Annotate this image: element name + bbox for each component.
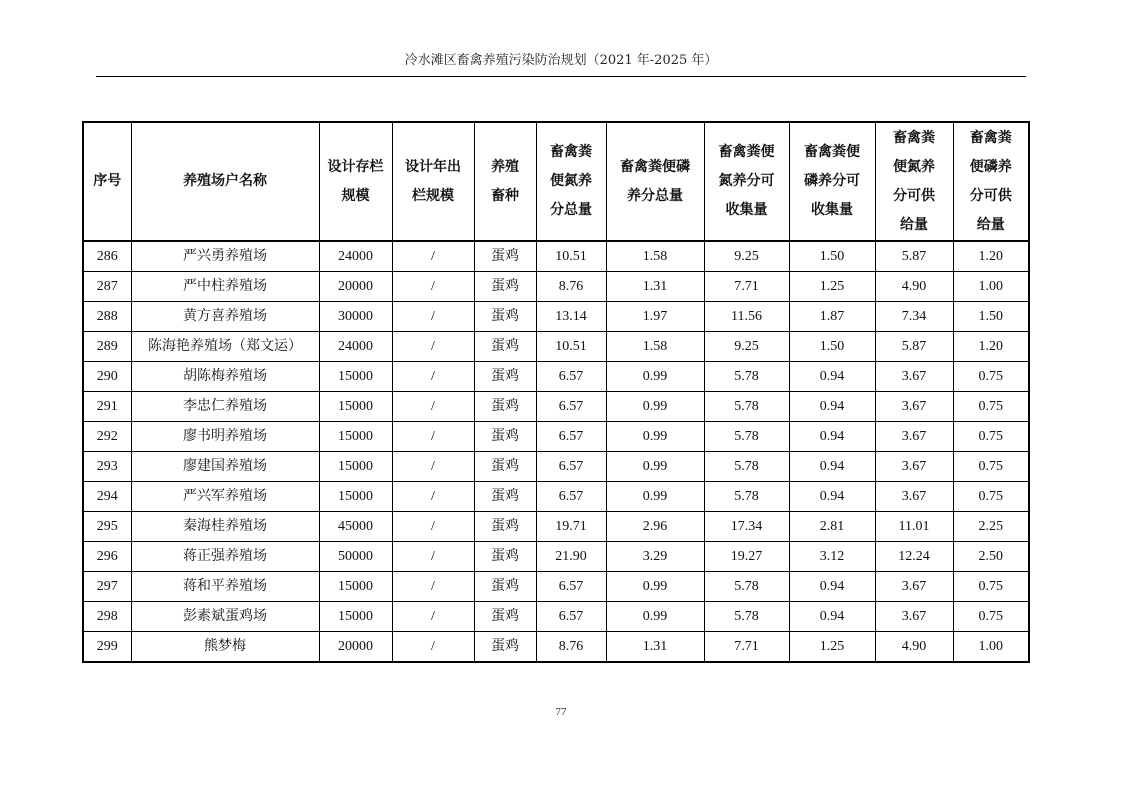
cell-nitrogen-supply: 12.24: [875, 542, 953, 572]
cell-nitrogen-collectable: 7.71: [704, 632, 789, 663]
cell-species: 蛋鸡: [474, 632, 536, 663]
cell-index: 286: [83, 241, 131, 272]
column-header-phosphorus-supply: 畜禽粪便磷养分可供给量: [953, 122, 1029, 241]
cell-farm-name: 胡陈梅养殖场: [131, 362, 319, 392]
cell-phosphorus-collectable: 1.87: [789, 302, 875, 332]
cell-nitrogen-collectable: 5.78: [704, 422, 789, 452]
cell-design-stock: 15000: [319, 602, 392, 632]
column-header-index: 序号: [83, 122, 131, 241]
cell-phosphorus-total: 0.99: [606, 452, 704, 482]
cell-nitrogen-supply: 11.01: [875, 512, 953, 542]
cell-phosphorus-collectable: 0.94: [789, 362, 875, 392]
cell-phosphorus-total: 0.99: [606, 602, 704, 632]
table-header-row: [83, 122, 1029, 241]
cell-phosphorus-supply: 0.75: [953, 452, 1029, 482]
cell-species: 蛋鸡: [474, 602, 536, 632]
column-header-design-stock: 设计存栏规模: [319, 122, 392, 241]
cell-phosphorus-collectable: 0.94: [789, 482, 875, 512]
cell-index: 294: [83, 482, 131, 512]
cell-nitrogen-supply: 3.67: [875, 362, 953, 392]
cell-design-stock: 15000: [319, 452, 392, 482]
cell-farm-name: 蒋和平养殖场: [131, 572, 319, 602]
cell-nitrogen-total: 10.51: [536, 332, 606, 362]
table-row: [83, 512, 1029, 542]
cell-farm-name: 严兴军养殖场: [131, 482, 319, 512]
cell-design-output: /: [392, 332, 474, 362]
table-body: [83, 241, 1029, 662]
cell-phosphorus-supply: 0.75: [953, 362, 1029, 392]
cell-nitrogen-collectable: 19.27: [704, 542, 789, 572]
cell-farm-name: 蒋正强养殖场: [131, 542, 319, 572]
cell-nitrogen-total: 6.57: [536, 392, 606, 422]
table-row: [83, 362, 1029, 392]
cell-design-output: /: [392, 422, 474, 452]
cell-phosphorus-supply: 0.75: [953, 602, 1029, 632]
cell-index: 295: [83, 512, 131, 542]
cell-phosphorus-collectable: 1.50: [789, 241, 875, 272]
page-header: [96, 52, 1026, 77]
cell-phosphorus-supply: 2.25: [953, 512, 1029, 542]
cell-farm-name: 彭素斌蛋鸡场: [131, 602, 319, 632]
cell-phosphorus-supply: 2.50: [953, 542, 1029, 572]
cell-phosphorus-collectable: 1.25: [789, 632, 875, 663]
cell-species: 蛋鸡: [474, 332, 536, 362]
column-header-nitrogen-collectable: 畜禽粪便氮养分可收集量: [704, 122, 789, 241]
cell-nitrogen-total: 6.57: [536, 602, 606, 632]
cell-design-stock: 15000: [319, 482, 392, 512]
cell-phosphorus-supply: 1.00: [953, 632, 1029, 663]
cell-nitrogen-supply: 3.67: [875, 392, 953, 422]
cell-phosphorus-total: 1.97: [606, 302, 704, 332]
table-row: [83, 602, 1029, 632]
cell-index: 298: [83, 602, 131, 632]
table-row: [83, 302, 1029, 332]
cell-design-stock: 50000: [319, 542, 392, 572]
cell-farm-name: 严中柱养殖场: [131, 272, 319, 302]
cell-design-output: /: [392, 362, 474, 392]
cell-species: 蛋鸡: [474, 362, 536, 392]
cell-index: 290: [83, 362, 131, 392]
cell-design-stock: 15000: [319, 362, 392, 392]
cell-phosphorus-supply: 0.75: [953, 482, 1029, 512]
cell-phosphorus-collectable: 0.94: [789, 392, 875, 422]
cell-design-output: /: [392, 452, 474, 482]
cell-design-output: /: [392, 602, 474, 632]
cell-index: 293: [83, 452, 131, 482]
cell-design-stock: 24000: [319, 241, 392, 272]
cell-species: 蛋鸡: [474, 482, 536, 512]
cell-phosphorus-total: 0.99: [606, 422, 704, 452]
cell-index: 291: [83, 392, 131, 422]
cell-species: 蛋鸡: [474, 272, 536, 302]
document-title: 冷水滩区畜禽养殖污染防治规划（2021 年-2025 年）: [404, 53, 718, 68]
cell-nitrogen-total: 19.71: [536, 512, 606, 542]
table-row: [83, 392, 1029, 422]
cell-nitrogen-supply: 4.90: [875, 632, 953, 663]
cell-design-stock: 15000: [319, 392, 392, 422]
cell-nitrogen-total: 8.76: [536, 272, 606, 302]
cell-nitrogen-collectable: 11.56: [704, 302, 789, 332]
cell-nitrogen-supply: 3.67: [875, 422, 953, 452]
column-header-phosphorus-collectable: 畜禽粪便磷养分可收集量: [789, 122, 875, 241]
cell-species: 蛋鸡: [474, 422, 536, 452]
cell-design-output: /: [392, 241, 474, 272]
cell-index: 289: [83, 332, 131, 362]
cell-index: 288: [83, 302, 131, 332]
cell-design-stock: 24000: [319, 332, 392, 362]
cell-nitrogen-collectable: 5.78: [704, 362, 789, 392]
page-number: 77: [555, 706, 567, 718]
cell-species: 蛋鸡: [474, 512, 536, 542]
table-row: [83, 241, 1029, 272]
cell-nitrogen-total: 6.57: [536, 362, 606, 392]
table-row: [83, 572, 1029, 602]
cell-nitrogen-total: 6.57: [536, 452, 606, 482]
table-row: [83, 542, 1029, 572]
cell-index: 287: [83, 272, 131, 302]
cell-nitrogen-supply: 3.67: [875, 572, 953, 602]
cell-species: 蛋鸡: [474, 392, 536, 422]
cell-phosphorus-collectable: 2.81: [789, 512, 875, 542]
table-row: [83, 422, 1029, 452]
cell-phosphorus-total: 1.58: [606, 332, 704, 362]
cell-species: 蛋鸡: [474, 241, 536, 272]
cell-farm-name: 秦海桂养殖场: [131, 512, 319, 542]
table-row: [83, 332, 1029, 362]
cell-nitrogen-supply: 3.67: [875, 602, 953, 632]
cell-index: 299: [83, 632, 131, 663]
table-row: [83, 632, 1029, 663]
cell-phosphorus-collectable: 0.94: [789, 572, 875, 602]
cell-species: 蛋鸡: [474, 572, 536, 602]
cell-index: 297: [83, 572, 131, 602]
cell-design-stock: 30000: [319, 302, 392, 332]
cell-phosphorus-supply: 1.20: [953, 332, 1029, 362]
cell-phosphorus-collectable: 1.25: [789, 272, 875, 302]
cell-design-stock: 15000: [319, 422, 392, 452]
cell-design-stock: 45000: [319, 512, 392, 542]
cell-nitrogen-supply: 7.34: [875, 302, 953, 332]
cell-nitrogen-collectable: 5.78: [704, 452, 789, 482]
cell-nitrogen-supply: 4.90: [875, 272, 953, 302]
column-header-farm-name: 养殖场户名称: [131, 122, 319, 241]
column-header-design-output: 设计年出栏规模: [392, 122, 474, 241]
cell-design-output: /: [392, 512, 474, 542]
data-table: [82, 121, 1030, 663]
column-header-species: 养殖畜种: [474, 122, 536, 241]
cell-phosphorus-supply: 1.00: [953, 272, 1029, 302]
cell-nitrogen-collectable: 9.25: [704, 332, 789, 362]
cell-nitrogen-supply: 3.67: [875, 482, 953, 512]
table-row: [83, 272, 1029, 302]
cell-design-output: /: [392, 392, 474, 422]
cell-phosphorus-total: 1.58: [606, 241, 704, 272]
cell-phosphorus-supply: 1.50: [953, 302, 1029, 332]
cell-phosphorus-total: 1.31: [606, 272, 704, 302]
cell-nitrogen-supply: 5.87: [875, 332, 953, 362]
cell-phosphorus-collectable: 0.94: [789, 602, 875, 632]
cell-phosphorus-collectable: 0.94: [789, 422, 875, 452]
cell-phosphorus-total: 0.99: [606, 392, 704, 422]
cell-nitrogen-total: 6.57: [536, 572, 606, 602]
cell-farm-name: 严兴勇养殖场: [131, 241, 319, 272]
cell-nitrogen-collectable: 5.78: [704, 482, 789, 512]
cell-nitrogen-collectable: 7.71: [704, 272, 789, 302]
cell-species: 蛋鸡: [474, 452, 536, 482]
cell-design-output: /: [392, 272, 474, 302]
cell-farm-name: 廖书明养殖场: [131, 422, 319, 452]
cell-phosphorus-total: 1.31: [606, 632, 704, 663]
cell-phosphorus-total: 0.99: [606, 572, 704, 602]
table-row: [83, 482, 1029, 512]
cell-design-output: /: [392, 482, 474, 512]
cell-farm-name: 熊梦梅: [131, 632, 319, 663]
column-header-nitrogen-total: 畜禽粪便氮养分总量: [536, 122, 606, 241]
cell-phosphorus-collectable: 0.94: [789, 452, 875, 482]
cell-nitrogen-supply: 3.67: [875, 452, 953, 482]
cell-nitrogen-collectable: 5.78: [704, 572, 789, 602]
cell-nitrogen-collectable: 5.78: [704, 602, 789, 632]
cell-design-stock: 15000: [319, 572, 392, 602]
cell-phosphorus-supply: 0.75: [953, 392, 1029, 422]
table-row: [83, 452, 1029, 482]
column-header-nitrogen-supply: 畜禽粪便氮养分可供给量: [875, 122, 953, 241]
cell-species: 蛋鸡: [474, 542, 536, 572]
cell-phosphorus-total: 3.29: [606, 542, 704, 572]
cell-phosphorus-total: 2.96: [606, 512, 704, 542]
cell-farm-name: 黄方喜养殖场: [131, 302, 319, 332]
cell-phosphorus-supply: 1.20: [953, 241, 1029, 272]
cell-nitrogen-total: 10.51: [536, 241, 606, 272]
cell-species: 蛋鸡: [474, 302, 536, 332]
cell-phosphorus-total: 0.99: [606, 482, 704, 512]
cell-farm-name: 李忠仁养殖场: [131, 392, 319, 422]
cell-phosphorus-collectable: 3.12: [789, 542, 875, 572]
cell-design-stock: 20000: [319, 632, 392, 663]
cell-index: 292: [83, 422, 131, 452]
cell-nitrogen-collectable: 9.25: [704, 241, 789, 272]
cell-nitrogen-total: 13.14: [536, 302, 606, 332]
cell-nitrogen-collectable: 17.34: [704, 512, 789, 542]
cell-design-stock: 20000: [319, 272, 392, 302]
cell-design-output: /: [392, 302, 474, 332]
cell-phosphorus-total: 0.99: [606, 362, 704, 392]
cell-phosphorus-supply: 0.75: [953, 572, 1029, 602]
cell-index: 296: [83, 542, 131, 572]
column-header-phosphorus-total: 畜禽粪便磷养分总量: [606, 122, 704, 241]
cell-nitrogen-total: 8.76: [536, 632, 606, 663]
cell-design-output: /: [392, 572, 474, 602]
cell-design-output: /: [392, 542, 474, 572]
cell-phosphorus-supply: 0.75: [953, 422, 1029, 452]
cell-nitrogen-total: 6.57: [536, 482, 606, 512]
cell-nitrogen-total: 6.57: [536, 422, 606, 452]
cell-farm-name: 廖建国养殖场: [131, 452, 319, 482]
cell-design-output: /: [392, 632, 474, 663]
cell-phosphorus-collectable: 1.50: [789, 332, 875, 362]
cell-nitrogen-total: 21.90: [536, 542, 606, 572]
cell-nitrogen-supply: 5.87: [875, 241, 953, 272]
cell-nitrogen-collectable: 5.78: [704, 392, 789, 422]
cell-farm-name: 陈海艳养殖场（郑文运）: [131, 332, 319, 362]
